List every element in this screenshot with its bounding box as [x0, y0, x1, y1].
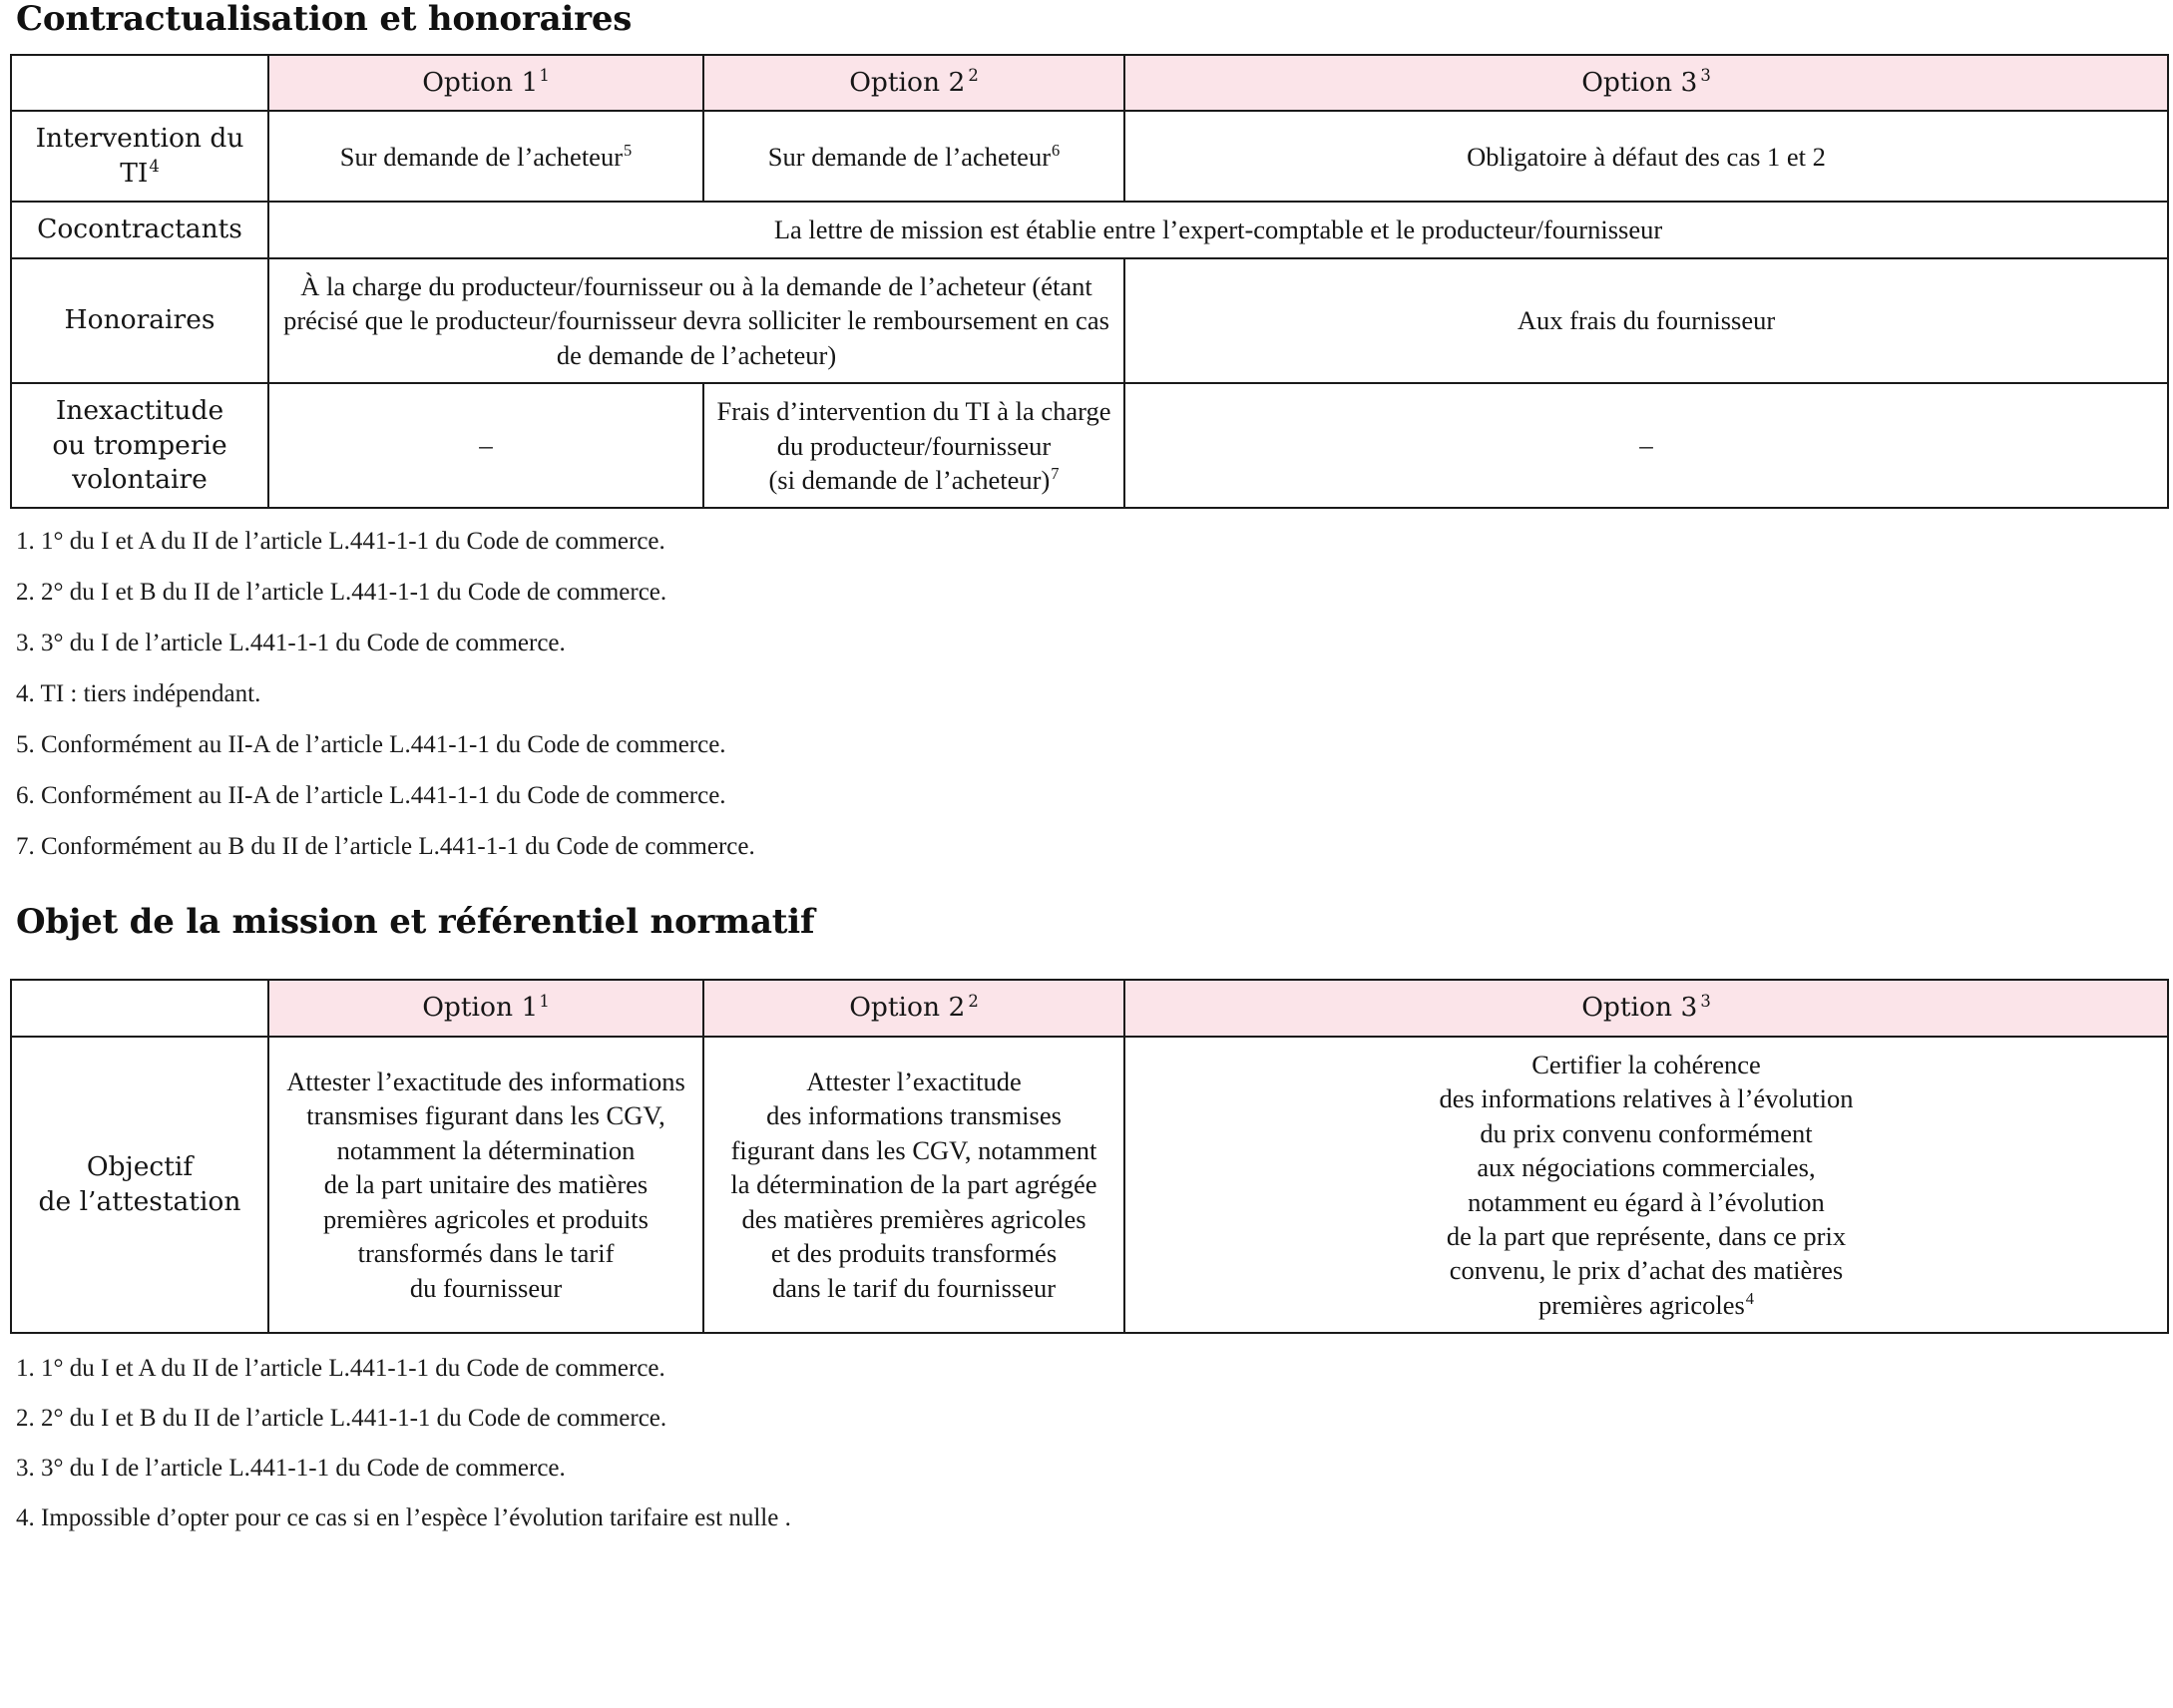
contractualisation-table — [10, 54, 2169, 509]
footnote-ref: 6 — [1052, 140, 1061, 160]
footnote-ref: 1 — [539, 991, 550, 1011]
cell-honoraires-option1-2: À la charge du producteur/fournisseur ou à la demande de l’acheteur (étant précisé que le producteur/fournisseur devra solliciter le remboursement en cas de demande de l’acheteur) — [268, 258, 1124, 383]
cell-cocontractants-all-options: La lettre de mission est établie entre l’expert-comptable et le producteur/fournisseur — [268, 202, 2168, 257]
row-label-intervention-ti — [11, 111, 268, 202]
row-label-honoraires — [11, 258, 268, 383]
contractualisation-table-wrapper — [8, 54, 2165, 509]
cell-objectif-option2 — [703, 1037, 1124, 1334]
row-label-text: Cocontractants — [37, 214, 242, 245]
cell-inexactitude-option3 — [1124, 383, 2168, 508]
footnote-item: 4. TI : tiers indépendant. — [16, 680, 261, 708]
cell-text: Sur demande de l’acheteur — [767, 141, 1052, 172]
table-header-row — [11, 980, 2168, 1036]
cell-intervention-option1 — [268, 111, 703, 202]
column-header-option-3 — [1124, 55, 2168, 111]
footnote-item: 2. 2° du I et B du II de l’article L.441-1-1 du Code de commerce. — [16, 579, 667, 607]
row-label-inexactitude — [11, 383, 268, 508]
row-label-text: Inexactitude ou tromperie volontaire — [52, 395, 227, 495]
footnote-ref: 3 — [1700, 991, 1711, 1011]
footnote-ref: 5 — [624, 140, 633, 160]
column-header-option-2 — [703, 980, 1124, 1036]
column-header-label: Option 1 — [422, 992, 539, 1024]
cell-text: Frais d’intervention du TI à la charge du producteur/fournisseur (si demande de l’acheteur) — [716, 396, 1111, 495]
row-label-text: Honoraires — [64, 304, 216, 336]
footnote-ref: 2 — [968, 66, 979, 86]
cell-inexactitude-option2 — [703, 383, 1124, 508]
row-label-text: Objectif de l’attestation — [38, 1151, 241, 1217]
footnote-ref: 4 — [1745, 1289, 1754, 1309]
column-header-option-3 — [1124, 980, 2168, 1036]
footnotes-section-2 — [16, 1356, 2165, 1530]
table-row — [11, 202, 2168, 257]
cell-text: – — [479, 430, 493, 461]
table-row — [11, 1037, 2168, 1334]
column-header-label: Option 3 — [1581, 67, 1698, 98]
column-header-option-1 — [268, 980, 703, 1036]
column-header-option-2 — [703, 55, 1124, 111]
row-label-cocontractants — [11, 202, 268, 257]
footnote-item: 1. 1° du I et A du II de l’article L.441-1-1 du Code de commerce. — [16, 1355, 665, 1383]
cell-objectif-option1 — [268, 1037, 703, 1334]
corner-cell — [11, 980, 268, 1036]
footnotes-section-1 — [16, 529, 2165, 859]
cell-inexactitude-option1 — [268, 383, 703, 508]
cell-honoraires-option3: Aux frais du fournisseur — [1124, 258, 2168, 383]
footnote-item: 6. Conformément au II-A de l’article L.441-1-1 du Code de commerce. — [16, 782, 726, 810]
footnote-item: 3. 3° du I de l’article L.441-1-1 du Code de commerce. — [16, 630, 566, 657]
corner-cell — [11, 55, 268, 111]
cell-text: Certifier la cohérence des informations relatives à l’évolution du prix convenu conformément aux négociations commerciales, notamment eu égard à l’évolution de la part que représente, dans ce prix convenu, le prix d’achat des matières premières agricoles — [1439, 1049, 1854, 1320]
row-label-text: Intervention du TI — [35, 123, 244, 189]
table-row — [11, 258, 2168, 383]
row-label-objectif-attestation — [11, 1037, 268, 1334]
footnote-ref: 1 — [539, 66, 550, 86]
footnote-ref: 3 — [1700, 66, 1711, 86]
footnote-ref: 2 — [968, 991, 979, 1011]
table-row — [11, 383, 2168, 508]
section-1-title: Contractualisation et honoraires — [16, 0, 633, 39]
footnote-item: 2. 2° du I et B du II de l’article L.441-1-1 du Code de commerce. — [16, 1405, 667, 1433]
footnote-item: 5. Conformément au II-A de l’article L.441-1-1 du Code de commerce. — [16, 731, 726, 759]
footnote-ref: 4 — [149, 157, 160, 177]
objet-mission-table — [10, 979, 2169, 1334]
footnote-ref: 7 — [1051, 464, 1060, 484]
footnote-item: 1. 1° du I et A du II de l’article L.441-1-1 du Code de commerce. — [16, 528, 665, 556]
objet-mission-table-wrapper — [8, 979, 2165, 1334]
cell-intervention-option2 — [703, 111, 1124, 202]
footnote-item: 7. Conformément au B du II de l’article L.441-1-1 du Code de commerce. — [16, 833, 755, 861]
cell-intervention-option3 — [1124, 111, 2168, 202]
table-row — [11, 111, 2168, 202]
column-header-label: Option 2 — [849, 992, 966, 1024]
table-header-row — [11, 55, 2168, 111]
footnote-item: 4. Impossible d’opter pour ce cas si en l’espèce l’évolution tarifaire est nulle . — [16, 1504, 791, 1532]
cell-text: Sur demande de l’acheteur — [339, 141, 624, 172]
column-header-label: Option 3 — [1581, 992, 1698, 1024]
section-2-title: Objet de la mission et référentiel normatif — [16, 902, 815, 943]
column-header-option-1 — [268, 55, 703, 111]
cell-text: Attester l’exactitude des informations transmises figurant dans les CGV, notamment la détermination de la part unitaire des matières premières agricoles et produits transformés dans le tarif du fournisseur — [286, 1067, 685, 1303]
cell-text: Attester l’exactitude des informations transmises figurant dans les CGV, notamment la détermination de la part agrégée des matières premières agricoles et des produits transformés dans le tarif du fournisseur — [730, 1067, 1097, 1303]
cell-objectif-option3 — [1124, 1037, 2168, 1334]
cell-text: – — [1639, 430, 1653, 461]
column-header-label: Option 2 — [849, 67, 966, 98]
footnote-item: 3. 3° du I de l’article L.441-1-1 du Code de commerce. — [16, 1455, 566, 1483]
column-header-label: Option 1 — [422, 67, 539, 98]
cell-text: Obligatoire à défaut des cas 1 et 2 — [1467, 141, 1826, 172]
